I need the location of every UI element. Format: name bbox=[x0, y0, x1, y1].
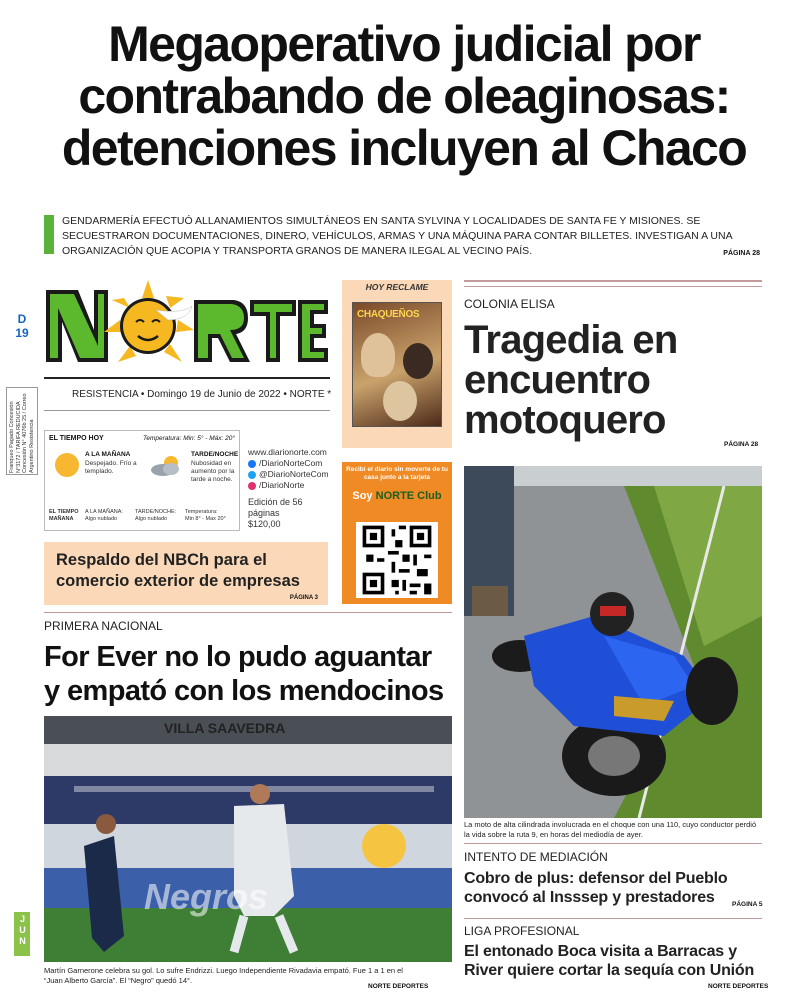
section-rule-thin bbox=[464, 286, 762, 287]
primera-caption: Martín Garnerone celebra su gol. Lo sufre Endrizzi. Luego Independiente Rivadavia empató. Fue 1 a 1 en el “Juan Alberto García”. El “Negro” quedó 14°. bbox=[44, 966, 403, 985]
instagram-icon bbox=[248, 482, 256, 490]
edition-price: $120,00 bbox=[248, 519, 281, 529]
facebook-link[interactable] bbox=[248, 458, 329, 469]
weather-temperature: Temperatura: Min: 5° - Máx: 20° bbox=[142, 435, 235, 442]
primera-headline[interactable]: For Ever no lo pudo aguantar y empató con los mendocinos bbox=[44, 641, 444, 707]
masthead-rule-lower bbox=[44, 410, 330, 411]
evening-text: Nubosidad en aumento por la tarde a noche. bbox=[191, 460, 235, 483]
primera-credit: NORTE DEPORTES bbox=[368, 983, 429, 990]
reclame-title: HOY RECLAME bbox=[365, 282, 429, 292]
tomorrow-temp-value: Min 8° - Max 20° bbox=[185, 516, 226, 522]
motorcycle-photo[interactable] bbox=[464, 466, 762, 818]
lead-page-ref: PÁGINA 28 bbox=[723, 250, 760, 257]
liga-credit: NORTE DEPORTES bbox=[708, 983, 769, 990]
tomorrow-morning-label: A LA MAÑANA: bbox=[85, 509, 123, 515]
tomorrow-col-4 bbox=[185, 509, 235, 523]
cover-title: CHAQUEÑOS bbox=[357, 309, 420, 320]
tomorrow-col-2 bbox=[85, 509, 129, 523]
colonia-section: COLONIA ELISA bbox=[464, 297, 555, 311]
nbch-teaser[interactable] bbox=[44, 542, 328, 605]
day-letter: D bbox=[17, 312, 27, 326]
postal-text: Franqueo Pagado Concesión N°3172 / TARIFA REDUCIDA Concesión N° 4076b 25 / Correo Argentino Resistencia bbox=[9, 393, 35, 473]
tomorrow-col-1: EL TIEMPO MAÑANA bbox=[49, 509, 79, 522]
magazine-cover-image[interactable] bbox=[352, 302, 442, 427]
twitter-handle[interactable]: @DiarioNorteCom bbox=[259, 469, 329, 479]
section-rule bbox=[464, 280, 762, 282]
masthead-dateline: RESISTENCIA • Domingo 19 de Junio de 2022 • NORTE * bbox=[72, 389, 332, 400]
lead-text: GENDARMERÍA EFECTUÓ ALLANAMIENTOS SIMULTÁNEOS EN SANTA SYLVINA Y LOCALIDADES DE SANTA FE Y MISIONES. SE SECUESTRARON DOCUMENTACIONES, DINERO, VEHÍCULOS, ARMAS Y UNA MÁQUINA PARA CONTAR BILLETES. INVESTIGAN A UNA ORGANIZACIÓN QUE ACOPIA Y TRANSPORTA GRANOS DE MANERA ILEGAL AL VECINO PAÍS. bbox=[62, 215, 733, 257]
tomorrow-temp-label: Temperatura: bbox=[185, 509, 218, 515]
football-photo-art bbox=[44, 716, 452, 962]
mediation-rule bbox=[464, 843, 762, 844]
instagram-link[interactable] bbox=[248, 480, 329, 491]
month-tab bbox=[14, 912, 30, 956]
banner-text-b: Negros bbox=[144, 876, 269, 917]
facebook-icon bbox=[248, 460, 256, 468]
day-marker bbox=[14, 312, 30, 340]
web-link[interactable] bbox=[248, 447, 329, 458]
tragedia-page-ref: PÁGINA 28 bbox=[724, 441, 759, 448]
tomorrow-forecast bbox=[49, 509, 237, 523]
cover-portrait-1 bbox=[361, 333, 395, 377]
club-brand-a: Soy bbox=[352, 490, 373, 502]
masthead-rule bbox=[44, 377, 330, 379]
month-label: JUN bbox=[17, 914, 28, 947]
day-number: 19 bbox=[15, 326, 29, 340]
sun-icon bbox=[104, 280, 194, 362]
reclame-box[interactable] bbox=[342, 280, 452, 448]
tomorrow-morning-value: Algo nublado bbox=[85, 516, 118, 522]
edition-pages: Edición de 56 páginas bbox=[248, 497, 303, 518]
partly-cloudy-icon bbox=[149, 455, 185, 477]
twitter-icon bbox=[248, 471, 256, 479]
web-url[interactable]: www.diarionorte.com bbox=[248, 447, 327, 457]
mediation-section: INTENTO DE MEDIACIÓN bbox=[464, 850, 608, 864]
weather-box bbox=[44, 430, 240, 531]
qr-code-icon[interactable] bbox=[356, 522, 438, 598]
evening-title: TARDE/NOCHE bbox=[191, 451, 239, 458]
liga-section: LIGA PROFESIONAL bbox=[464, 924, 580, 938]
tomorrow-evening-label: TARDE/NOCHE: bbox=[135, 509, 177, 515]
norte-logo[interactable] bbox=[44, 280, 330, 370]
nbch-title[interactable]: Respaldo del NBCh para el comercio exterior de empresas bbox=[56, 551, 300, 590]
morning-text: Despejado. Frío a templado. bbox=[85, 460, 137, 475]
sunny-icon bbox=[55, 453, 79, 477]
nbch-page-ref: PÁGINA 3 bbox=[289, 595, 318, 601]
weather-header: EL TIEMPO HOY bbox=[49, 435, 104, 442]
liga-rule bbox=[464, 918, 762, 919]
facebook-handle[interactable]: /DiarioNorteCom bbox=[259, 458, 323, 468]
instagram-handle[interactable]: /DiarioNorte bbox=[259, 480, 305, 490]
mediation-headline[interactable]: Cobro de plus: defensor del Pueblo convocó al Insssep y prestadores bbox=[464, 870, 728, 906]
twitter-link[interactable] bbox=[248, 469, 329, 480]
tomorrow-col-3 bbox=[135, 509, 179, 523]
club-promo[interactable] bbox=[342, 462, 452, 604]
social-links bbox=[248, 447, 329, 491]
postal-box bbox=[6, 387, 38, 475]
mediation-page-ref: PÁGINA 5 bbox=[732, 901, 763, 908]
club-brand-b: NORTE Club bbox=[375, 490, 442, 502]
banner-text-a: VILLA SAAVEDRA bbox=[164, 720, 286, 736]
football-photo[interactable] bbox=[44, 716, 452, 962]
tragedia-caption: La moto de alta cilindrada involucrada en el choque con una 110, cuyo conductor perdió la vida sobre la ruta 9, en horas del mediodía de ayer. bbox=[464, 820, 757, 839]
club-brand bbox=[342, 490, 452, 502]
edition-info bbox=[248, 497, 308, 530]
morning-title: A LA MAÑANA bbox=[85, 451, 131, 458]
cover-portrait-3 bbox=[383, 381, 417, 421]
main-headline[interactable]: Megaoperativo judicial por contrabando de oleaginosas: detenciones incluyen al Chaco bbox=[61, 16, 747, 176]
tragedia-headline[interactable]: Tragedia en encuentro motoquero bbox=[464, 318, 678, 442]
liga-headline[interactable]: El entonado Boca visita a Barracas y River quiere cortar la sequía con Unión bbox=[464, 943, 755, 979]
cover-portrait-2 bbox=[403, 343, 433, 379]
lead-accent-bar bbox=[44, 215, 54, 254]
club-text: Recibí el diario sin moverte de tu casa junto a la tarjeta bbox=[346, 466, 448, 481]
motorcycle-photo-art bbox=[464, 466, 762, 818]
tomorrow-evening-value: Algo nublado bbox=[135, 516, 168, 522]
primera-section: PRIMERA NACIONAL bbox=[44, 619, 163, 633]
primera-rule bbox=[44, 612, 452, 613]
